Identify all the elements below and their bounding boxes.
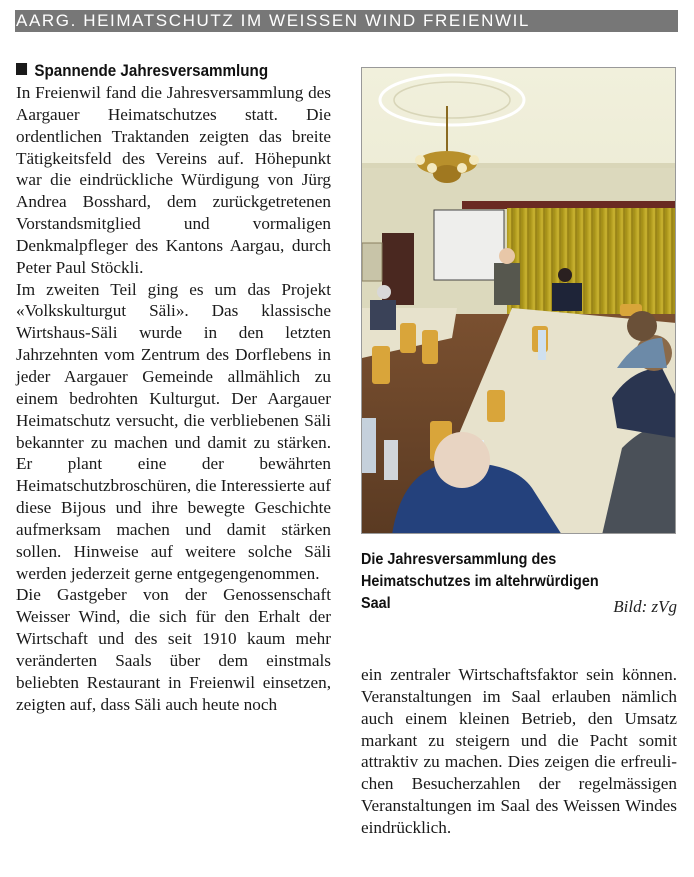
- article-body-right: [361, 664, 677, 839]
- article-left-column: [16, 60, 331, 715]
- paragraph-1: In Freienwil fand die Jahresversammlung des Aargauer Heimatschutzes statt. Die ordentlichen Traktanden zeigten das breite Tätigkeitsfeld des Vereins auf. Höhepunkt war die eindrückliche Würdigung von Jürg Andrea Bosshard, dem zurückgetretenen Vorstandsmitglied und vormaligen Denkmalpfleger des Kantons Aargau, durch Peter Paul Stöckli.: [16, 83, 331, 277]
- paragraph-2: Im zweiten Teil ging es um das Projekt «Volkskulturgut Säli». Das klassische Wirtshaus-Säli wurde in den letzten Jahrzehnten vom Zentrum des Dorflebens in jeder Aargauer Gemeinde allmählich zu einem bedrohten Kulturgut. Der Aargauer Heimatschutz versucht, die verbliebenen Säli bekannter zu machen und damit zu stärken. Er plant eine der bewährten Heimatschutzbroschüren, die Interessierte auf diese Bijous und ihre bewegte Geschichte aufmerksam machen und damit stärken sollen. Hinweise auf weitere solche Säli werden jederzeit gerne entgegengenommen.: [16, 279, 331, 583]
- paragraph-4: ein zentraler Wirtschaftsfaktor sein können. Veranstaltungen im Saal erlauben nämlich auch einem kleinen Betrieb, den Umsatz markant zu steigern und die Pacht somit attraktiv zu machen. Dies zeigen die erfreulichen Besucherzahlen der regelmässigen Veranstaltungen im Saal des Weissen Windes eindrücklich.: [361, 665, 677, 837]
- photo-credit: Bild: zVg: [613, 597, 677, 616]
- caption-line-2: Heimatschutzes im altehrwürdigen: [361, 573, 599, 590]
- paragraph-3: Die Gastgeber von der Genossenschaft Weisser Wind, die sich für den Erhalt der Wirtschaft und des seit 1910 kaum mehr veränderten Saals über dem einstmals beliebten Restaurant in Freienwil einsetzen, zeigten auf, dass Säli auch heute noch: [16, 585, 331, 714]
- article-headline: [16, 60, 306, 82]
- meeting-hall-illustration: [362, 68, 676, 534]
- caption-line-3: Saal: [361, 595, 391, 612]
- section-kicker: AARG. HEIMATSCHUTZ IM WEISSEN WIND FREIENWIL: [15, 10, 678, 32]
- square-bullet-icon: [16, 63, 27, 75]
- article-right-column: [361, 664, 677, 839]
- headline-text: Spannende Jahresversammlung: [34, 62, 269, 80]
- article-body-left: [16, 82, 331, 715]
- caption-line-1: Die Jahresversammlung des: [361, 551, 557, 568]
- meeting-photo: [361, 67, 676, 534]
